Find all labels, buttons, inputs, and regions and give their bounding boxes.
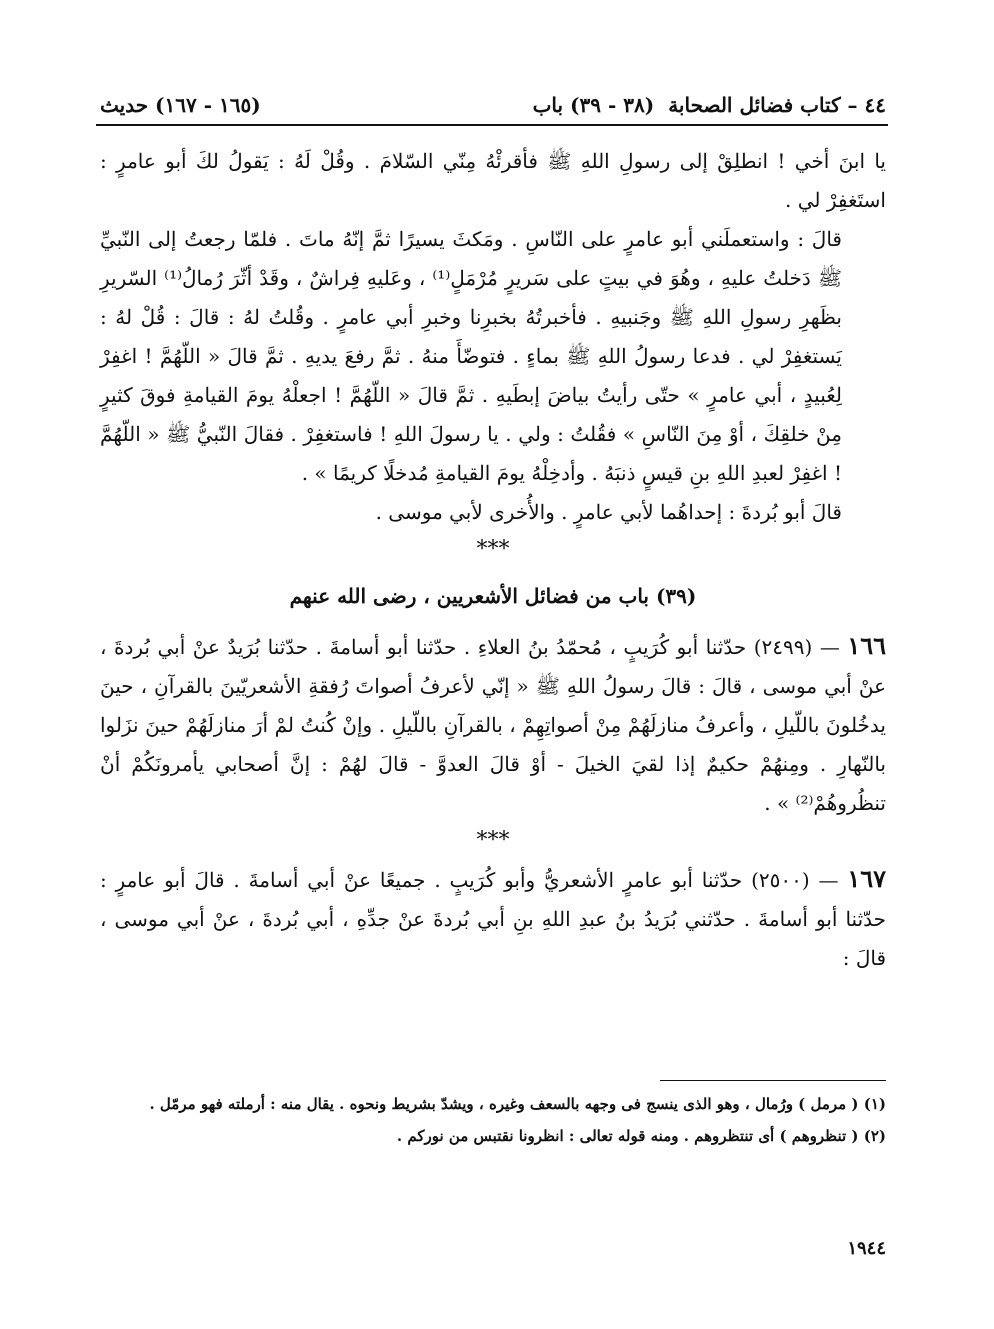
header-rule <box>96 124 888 126</box>
main-text <box>100 142 886 978</box>
hadith-separator-stars: *** <box>476 828 510 853</box>
header-bab-range: (٣٨ - ٣٩) باب <box>532 93 655 117</box>
page-number: ١٩٤٤ <box>847 1238 886 1259</box>
section-separator-stars: *** <box>476 537 510 562</box>
hadith-167-text: — (٢٥٠٠) حدّثنا أبو عامرٍ الأشعريُّ وأبو كُرَيبٍ . جميعًا عنْ أبي أسامةَ . قالَ أبو عامرٍ : حدّثنا أبو أسامةَ . حدّثني بُرَيدُ بنُ عبدِ اللهِ بنِ أبي بُردةَ عنْ جدِّهِ ، أبي بُردةَ ، عنْ أبي موسى ، قالَ : <box>100 868 886 970</box>
hadith-166 <box>100 626 886 823</box>
footnote-1: (١) ( مرمل ) ورُمال ، وهو الذى ينسج فى وجهه بالسعف وغيره ، ويشدّ بشريط ونحوه . يقال منه : أرملته فهو مرمّل . <box>149 1095 886 1113</box>
footnote-rule <box>660 1080 886 1081</box>
paragraph-2: قالَ : واستعملَني أبو عامرٍ على النّاسِ . ومَكثَ يسيرًا ثمَّ إنّهُ ماتَ . فلمّا رجعتُ إلى النّبيِّ ﷺ دَخلتُ عليهِ ، وهُوَ في بيتٍ على سَريرٍ مُرْمَلٍ⁽¹⁾ ، وعَليهِ فِراشٌ ، وقَدْ أثّرَ رُمالُ⁽¹⁾ السّريرِ بظَهرِ رسولِ اللهِ ﷺ وجَنبيهِ . فأخبرتُهُ بخبرِنا وخبرِ أبي عامرٍ . وقُلتُ لهُ : قالَ : قُلْ لهُ : يَستغفِرْ لي . فدعا رسولُ اللهِ ﷺ بماءٍ . فتوضّأَ منهُ . ثمَّ رفعَ يديهِ . ثمَّ قالَ « اللّهُمَّ ! اغفِرْ لِعُبيدٍ ، أبي عامرٍ » حتّى رأيتُ بياضَ إبطَيهِ . ثمَّ قالَ « اللّهُمَّ ! اجعلْهُ يومَ القيامةِ فوقَ كثيرٍ مِنْ خلقِكَ ، أوْ مِنَ النّاسِ » فقُلتُ : ولي . يا رسولَ اللهِ ! فاستغفِرْ . فقالَ النّبيُّ ﷺ « اللّهُمَّ ! اغفِرْ لعبدِ اللهِ بنِ قيسٍ ذنبَهُ . وأدخِلْهُ يومَ القيامةِ مُدخلًا كريمًا » . <box>100 227 842 485</box>
hadith-166-text: — (٢٤٩٩) حدّثنا أبو كُرَيبٍ ، مُحمّدُ بنُ العلاءِ . حدّثنا أبو أسامةَ . حدّثنا بُرَيدٌ عنْ أبي بُردةَ ، عنْ أبي موسى ، قالَ : قالَ رسولُ اللهِ ﷺ « إنّي لأعرفُ أصواتَ رُفقةِ الأشعريّينَ بالقرآنِ ، حينَ يدخُلونَ باللّيلِ ، وأعرفُ منازلَهُمْ مِنْ أصواتِهِمْ ، بالقرآنِ باللّيلِ . وإنْ كُنتُ لمْ أرَ منازلَهُمْ حينَ نزَلوا بالنّهارِ . ومِنهُمْ حكيمٌ إذا لقيَ الخيلَ - أوْ قالَ العدوَّ - قالَ لهُمْ : إنَّ أصحابي يأمرونَكُمْ أنْ تنظُروهُمْ⁽²⁾ » . <box>100 635 887 815</box>
header-book-title: ٤٤ – كتاب فضائل الصحابة <box>668 93 886 117</box>
footnotes <box>100 1088 886 1152</box>
paragraph-1: يا ابنَ أخي ! انطلِقْ إلى رسولِ اللهِ ﷺ فأقرئْهُ مِنّي السّلامَ . وقُلْ لَهُ : يَقولُ لكَ أبو عامرٍ : استَغفِرْ لي . <box>100 149 886 212</box>
hadith-167-number: ١٦٧ <box>847 864 886 893</box>
paragraph-3: قالَ أبو بُردةَ : إحداهُما لأبي عامرٍ . والأُخرى لأبي موسى . <box>375 500 842 524</box>
header-right-group <box>533 93 886 117</box>
footnote-2: (٢) ( تنظروهم ) أى تنتظروهم . ومنه قوله تعالى : انظرونا نقتبس من نوركم . <box>396 1127 886 1145</box>
header-hadith-range: (١٦٥ - ١٦٧) حديث <box>100 93 261 117</box>
section-title: (٣٩) باب من فضائل الأشعريين ، رضى الله عنهم <box>289 584 697 608</box>
hadith-167 <box>100 859 886 978</box>
hadith-166-number: ١٦٦ <box>847 631 886 660</box>
running-header <box>100 88 886 122</box>
